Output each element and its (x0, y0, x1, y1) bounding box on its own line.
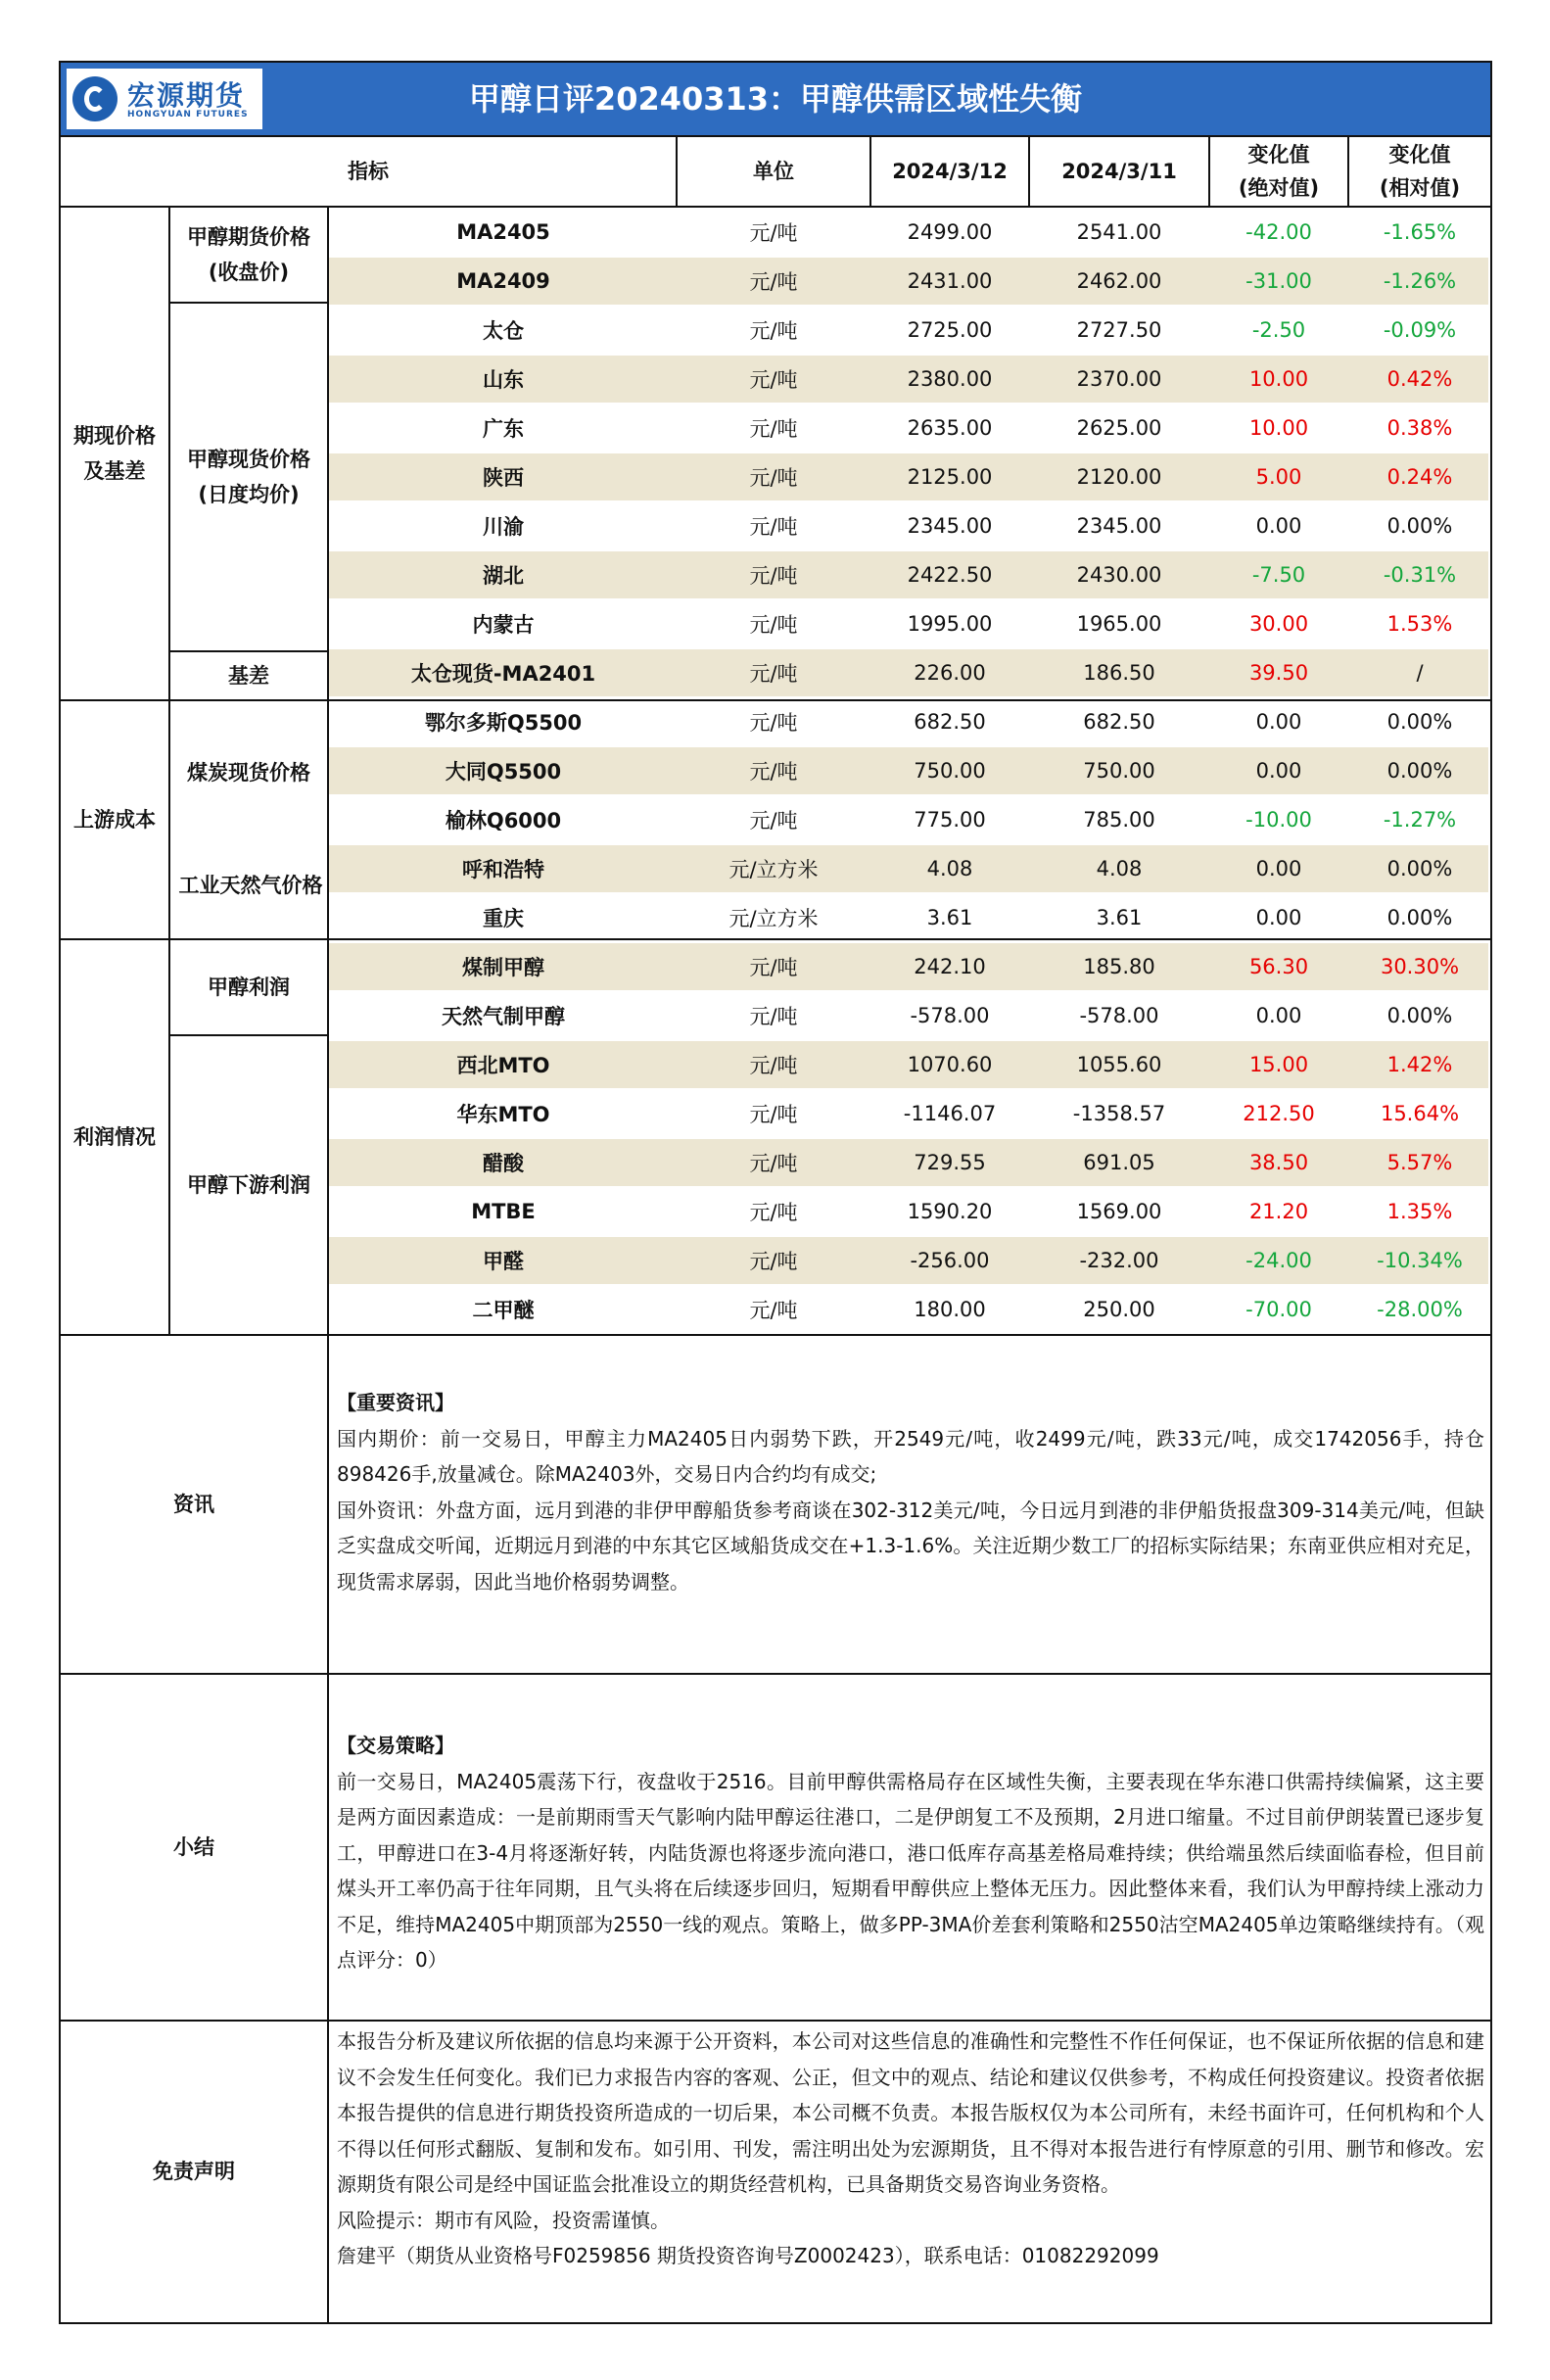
row-value-previous: 1569.00 (1076, 1200, 1162, 1223)
group-label-prices: 期现价格 及基差 (73, 424, 156, 483)
row-change-abs: -31.00 (1245, 269, 1312, 293)
row-value-previous: 750.00 (1083, 759, 1155, 783)
row-unit: 元/吨 (749, 956, 798, 979)
row-unit: 元/吨 (749, 368, 798, 392)
report-header (61, 63, 1490, 135)
row-change-rel: 0.42% (1386, 367, 1453, 391)
logo-text-en: HONGYUAN FUTURES (127, 110, 249, 119)
row-change-abs: 10.00 (1248, 367, 1309, 391)
row-value-previous: 1965.00 (1076, 612, 1162, 636)
row-change-abs: -2.50 (1251, 318, 1306, 342)
row-value-previous: 785.00 (1083, 808, 1155, 832)
row-value-previous: 2541.00 (1076, 220, 1162, 244)
row-unit: 元/吨 (749, 515, 798, 539)
row-value-previous: 2462.00 (1076, 269, 1162, 293)
row-unit: 元/吨 (749, 1103, 798, 1126)
row-value-previous: 1055.60 (1076, 1053, 1162, 1076)
row-indicator: 大同Q5500 (445, 760, 562, 784)
row-indicator: 呼和浩特 (462, 858, 544, 881)
row-value-current: 2725.00 (907, 318, 993, 342)
row-value-current: -256.00 (910, 1249, 990, 1272)
row-unit: 元/吨 (749, 466, 798, 490)
col-header-change-abs: 变化值 (绝对值) (1238, 143, 1320, 200)
analyst-info: 詹建平（期货从业资格号F0259856 期货投资咨询号Z0002423），联系电话：01082292099 (337, 2244, 1159, 2267)
row-indicator: 川渝 (483, 515, 524, 539)
row-change-abs: 39.50 (1248, 661, 1309, 685)
row-change-rel: 30.30% (1380, 955, 1460, 978)
row-indicator: 太仓现货-MA2401 (410, 662, 596, 686)
subgroup-label-spot: 甲醇现货价格 (日度均价) (187, 448, 310, 506)
row-value-current: 2125.00 (907, 465, 993, 489)
row-indicator: 太仓 (483, 319, 524, 343)
summary-strategy: 前一交易日，MA2405震荡下行，夜盘收于2516。目前甲醇供需格局存在区域性失衡，主要表现在华东港口供需持续偏紧，这主要是两方面因素造成：一是前期雨雪天气影响内陆甲醇运往港口，二是伊朗复工不及预期，2月进口缩量。不过目前伊朗装置已逐步复工，甲醇进口在3-4月将逐渐好转，内陆货源也将逐步流向港口，港口低库存高基差格局难持续；供给端虽然后续面临春检，但目前煤头开工率仍高于往年同期，且气头将在后续逐步回归，短期看甲醇供应上整体无压力。因此整体来看，我们认为甲醇持续上涨动力不足，维持MA2405中期顶部为2550一线的观点。策略上，做多PP-3MA价差套利策略和2550沽空MA2405单边策略继续持有。（观点评分：0） (337, 1769, 1484, 1972)
risk-warning: 风险提示：期市有风险，投资需谨慎。 (337, 2208, 670, 2232)
row-unit: 元/吨 (749, 270, 798, 294)
row-value-current: 750.00 (914, 759, 986, 783)
row-change-abs: 10.00 (1248, 416, 1309, 440)
row-indicator: MA2409 (456, 269, 550, 293)
disclaimer-content (333, 2023, 1488, 2274)
row-value-previous: 2625.00 (1076, 416, 1162, 440)
row-value-current: -578.00 (910, 1004, 990, 1027)
row-change-abs: -70.00 (1245, 1298, 1312, 1321)
row-change-abs: 0.00 (1255, 514, 1302, 538)
row-unit: 元/吨 (749, 711, 798, 735)
row-value-previous: 3.61 (1096, 906, 1143, 929)
row-change-rel: 0.00% (1386, 759, 1453, 783)
row-indicator: 榆林Q6000 (445, 809, 562, 833)
row-change-rel: 0.00% (1386, 1004, 1453, 1027)
row-change-abs: -42.00 (1245, 220, 1312, 244)
row-value-previous: 186.50 (1083, 661, 1155, 685)
row-value-current: 682.50 (914, 710, 986, 734)
row-value-current: 1070.60 (907, 1053, 993, 1076)
row-unit: 元/吨 (749, 417, 798, 441)
row-change-abs: 0.00 (1255, 857, 1302, 881)
row-unit: 元/立方米 (728, 907, 819, 930)
row-change-abs: 38.50 (1248, 1151, 1309, 1174)
subgroup-label-futures: 甲醇期货价格 (收盘价) (187, 225, 310, 284)
row-unit: 元/吨 (749, 1299, 798, 1322)
row-change-abs: -24.00 (1245, 1249, 1312, 1272)
row-value-previous: 185.80 (1083, 955, 1155, 978)
row-value-current: 2345.00 (907, 514, 993, 538)
row-indicator: 华东MTO (456, 1103, 550, 1126)
col-header-unit: 单位 (753, 160, 794, 183)
summary-title: 【交易策略】 (337, 1734, 454, 1757)
row-unit: 元/立方米 (728, 858, 819, 881)
row-value-current: 242.10 (914, 955, 986, 978)
row-value-previous: 2727.50 (1076, 318, 1162, 342)
row-value-current: 3.61 (926, 906, 973, 929)
row-indicator: 重庆 (483, 907, 524, 930)
row-change-rel: 5.57% (1386, 1151, 1453, 1174)
row-change-rel: 0.38% (1386, 416, 1453, 440)
row-change-rel: 1.53% (1386, 612, 1453, 636)
news-domestic: 国内期价：前一交易日，甲醇主力MA2405日内弱势下跌，开2549元/吨，收2499元/吨，跌33元/吨，成交1742056手，持仓898426手,放量减仓。除MA2403外，交易日内合约均有成交; (337, 1426, 1484, 1486)
row-change-abs: 0.00 (1255, 710, 1302, 734)
row-value-previous: 2120.00 (1076, 465, 1162, 489)
subgroup-label-methanol-profit: 甲醇利润 (208, 976, 290, 999)
row-change-rel: -0.31% (1383, 563, 1457, 587)
col-header-date1: 2024/3/12 (892, 160, 1008, 183)
subgroup-label-gas: 工业天然气价格 (178, 874, 323, 897)
row-value-current: 1590.20 (907, 1200, 993, 1223)
row-change-abs: 0.00 (1255, 759, 1302, 783)
row-unit: 元/吨 (749, 760, 798, 784)
row-value-current: 180.00 (914, 1298, 986, 1321)
row-change-abs: 0.00 (1255, 1004, 1302, 1027)
row-change-rel: -28.00% (1377, 1298, 1463, 1321)
row-unit: 元/吨 (749, 319, 798, 343)
row-change-rel: -1.27% (1383, 808, 1457, 832)
row-change-abs: -7.50 (1251, 563, 1306, 587)
row-value-current: 1995.00 (907, 612, 993, 636)
row-indicator: 内蒙古 (472, 613, 535, 637)
row-change-abs: -10.00 (1245, 808, 1312, 832)
row-value-current: -1146.07 (903, 1102, 997, 1125)
row-unit: 元/吨 (749, 1005, 798, 1028)
row-indicator: 天然气制甲醇 (442, 1005, 565, 1028)
row-change-rel: 1.42% (1386, 1053, 1453, 1076)
row-unit: 元/吨 (749, 662, 798, 686)
row-change-abs: 30.00 (1248, 612, 1309, 636)
row-unit: 元/吨 (749, 1201, 798, 1224)
row-unit: 元/吨 (749, 1054, 798, 1077)
row-indicator: 陕西 (483, 466, 524, 490)
row-value-current: 2431.00 (907, 269, 993, 293)
row-change-abs: 15.00 (1248, 1053, 1309, 1076)
disclaimer-text: 本报告分析及建议所依据的信息均来源于公开资料，本公司对这些信息的准确性和完整性不作任何保证，也不保证所依据的信息和建议不会发生任何变化。我们已力求报告内容的客观、公正，但文中的观点、结论和建议仅供参考，不构成任何投资建议。投资者依据本报告提供的信息进行期货投资所造成的一切后果，本公司概不负责。本报告版权仅为本公司所有，未经书面许可，任何机构和个人不得以任何形式翻版、复制和发布。如引用、刊发，需注明出处为宏源期货，且不得对本报告进行有悖原意的引用、删节和修改。宏源期货有限公司是经中国证监会批准设立的期货经营机构，已具备期货交易咨询业务资格。 (337, 2029, 1484, 2196)
row-indicator: 湖北 (483, 564, 524, 588)
row-value-previous: 2370.00 (1076, 367, 1162, 391)
report-page (59, 61, 1492, 2324)
row-value-current: 2380.00 (907, 367, 993, 391)
row-value-current: 729.55 (914, 1151, 986, 1174)
row-unit: 元/吨 (749, 564, 798, 588)
row-change-rel: 0.00% (1386, 514, 1453, 538)
subgroup-label-basis: 基差 (228, 664, 269, 688)
row-value-previous: 2345.00 (1076, 514, 1162, 538)
row-indicator: 西北MTO (456, 1054, 550, 1077)
row-indicator: 鄂尔多斯Q5500 (424, 711, 583, 735)
row-unit: 元/吨 (749, 613, 798, 637)
row-change-rel: -1.26% (1383, 269, 1457, 293)
report-title: 甲醇日评20240313：甲醇供需区域性失衡 (468, 80, 1083, 118)
row-value-previous: 4.08 (1096, 857, 1143, 881)
row-indicator: 甲醛 (483, 1250, 524, 1273)
row-value-current: 2422.50 (907, 563, 993, 587)
group-label-profit: 利润情况 (73, 1125, 156, 1149)
row-indicator: MA2405 (456, 220, 550, 244)
row-indicator: MTBE (471, 1200, 536, 1223)
col-header-change-rel: 变化值 (相对值) (1379, 143, 1461, 200)
row-change-rel: 1.35% (1386, 1200, 1453, 1223)
section-label-news: 资讯 (173, 1493, 214, 1516)
row-indicator: 煤制甲醇 (462, 956, 544, 979)
row-value-previous: 682.50 (1083, 710, 1155, 734)
row-value-current: 2499.00 (907, 220, 993, 244)
row-unit: 元/吨 (749, 1152, 798, 1175)
row-change-rel: -0.09% (1383, 318, 1457, 342)
row-indicator: 广东 (483, 417, 524, 441)
subgroup-label-downstream-profit: 甲醇下游利润 (187, 1173, 310, 1197)
row-change-rel: 0.00% (1386, 906, 1453, 929)
row-unit: 元/吨 (749, 809, 798, 833)
row-value-previous: -578.00 (1079, 1004, 1159, 1027)
row-change-rel: -10.34% (1377, 1249, 1463, 1272)
row-change-rel: 0.00% (1386, 857, 1453, 881)
row-change-rel: 0.24% (1386, 465, 1453, 489)
row-change-abs: 21.20 (1248, 1200, 1309, 1223)
row-value-current: 775.00 (914, 808, 986, 832)
logo-text-cn: 宏源期货 (127, 79, 246, 112)
row-change-rel: 15.64% (1380, 1102, 1460, 1125)
row-change-abs: 56.30 (1248, 955, 1309, 978)
row-unit: 元/吨 (749, 221, 798, 245)
row-unit: 元/吨 (749, 1250, 798, 1273)
col-header-indicator: 指标 (348, 160, 389, 183)
row-value-current: 2635.00 (907, 416, 993, 440)
col-header-date2: 2024/3/11 (1061, 160, 1177, 183)
section-label-disclaimer: 免责声明 (153, 2160, 235, 2183)
row-value-previous: -1358.57 (1072, 1102, 1166, 1125)
row-indicator: 二甲醚 (472, 1299, 535, 1322)
section-label-summary: 小结 (173, 1835, 214, 1859)
row-value-previous: 2430.00 (1076, 563, 1162, 587)
row-value-previous: 250.00 (1083, 1298, 1155, 1321)
row-indicator: 醋酸 (483, 1152, 524, 1175)
summary-content (333, 1728, 1488, 1978)
row-change-abs: 0.00 (1255, 906, 1302, 929)
row-change-abs: 212.50 (1243, 1102, 1315, 1125)
row-change-abs: 5.00 (1255, 465, 1302, 489)
row-value-previous: -232.00 (1079, 1249, 1159, 1272)
row-change-rel: / (1416, 661, 1424, 685)
row-change-rel: 0.00% (1386, 710, 1453, 734)
news-title: 【重要资讯】 (337, 1391, 454, 1414)
row-indicator: 山东 (483, 368, 524, 392)
row-value-previous: 691.05 (1083, 1151, 1155, 1174)
row-value-current: 226.00 (914, 661, 986, 685)
news-overseas: 国外资讯：外盘方面，远月到港的非伊甲醇船货参考商谈在302-312美元/吨，今日远月到港的非伊船货报盘309-314美元/吨，但缺乏实盘成交听闻，近期远月到港的中东其它区域船货成交在+1.3-1.6%。关注近期少数工厂的招标实际结果；东南亚供应相对充足，现货需求孱弱，因此当地价格弱势调整。 (337, 1498, 1484, 1594)
row-change-rel: -1.65% (1383, 220, 1457, 244)
news-content (333, 1385, 1488, 1599)
subgroup-label-coal: 煤炭现货价格 (187, 761, 310, 785)
row-value-current: 4.08 (926, 857, 973, 881)
group-label-upstream: 上游成本 (73, 808, 156, 832)
